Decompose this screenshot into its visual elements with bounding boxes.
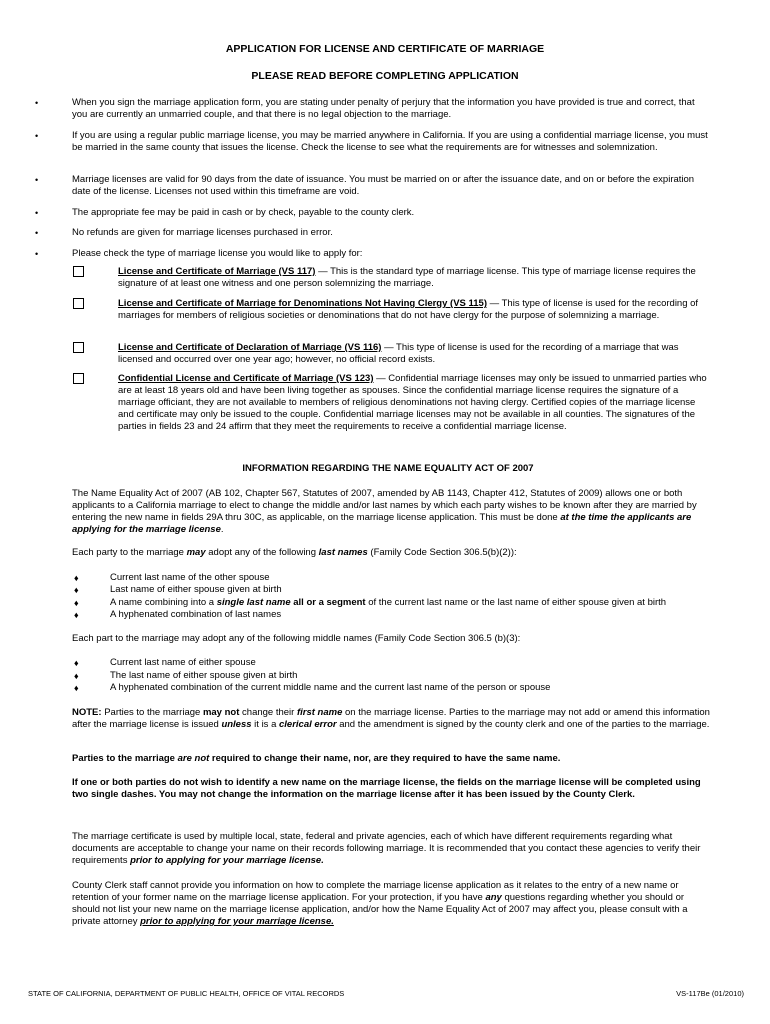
last-name-option: Current last name of the other spouse [110, 572, 270, 583]
diamond-icon: ♦ [74, 598, 79, 608]
intro-text: (Family Code Section 306.5(b)(2)): [367, 547, 517, 558]
intro-emphasis: last names [318, 547, 368, 558]
note-emphasis: clerical error [279, 719, 337, 730]
dashes-note: If one or both parties do not wish to identify a new name on the marriage license, the fields on the marriage license will be completed using two single dashes. You may not change the information on the marriage license after it has been issued by the County Clerk. [72, 777, 701, 800]
note-paragraph [72, 707, 712, 731]
footer-form-number: VS-117Be (01/2010) [676, 989, 744, 998]
paragraph-end: . [220, 524, 224, 535]
bullet-text: The appropriate fee may be paid in cash or by check, payable to the county clerk. [72, 207, 415, 218]
diamond-icon: ♦ [74, 671, 79, 681]
license-option [118, 342, 708, 366]
note-text: and the amendment is signed by the county clerk and one of the parties to the marriage. [336, 719, 710, 730]
page-subtitle: PLEASE READ BEFORE COMPLETING APPLICATION [251, 70, 519, 82]
diamond-icon: ♦ [74, 573, 79, 583]
paragraph-emphasis: at the time the applicants are applying for the marriage license [72, 512, 692, 535]
bullet-icon: • [35, 131, 39, 141]
license-vs117-checkbox[interactable] [73, 266, 84, 277]
license-name: Confidential License and Certificate of Marriage (VS 123) [118, 373, 374, 384]
certificate-paragraph [72, 831, 712, 867]
paragraph-text: The marriage certificate is used by multiple local, state, federal and private agencies, each of which have different requirements regarding what documents are acceptable to change your name on their records following marriage. It is recommended that you contact these agencies to verify their requirements [72, 831, 701, 866]
bullet-text: If you are using a regular public marriage license, you may be married anywhere in California. If you are using a confidential marriage license, you must be married in the same county that issues the license. Check the license to see what the requirements are for witnesses and solemnization. [72, 130, 708, 153]
last-names-intro [72, 547, 712, 559]
note-text: required to change their name, nor, are they required to have the same name. [209, 753, 561, 764]
license-desc: — Confidential marriage licenses may only be issued to unmarried parties who are at least 18 years old and have been living together as spouses. Since the confidential marriage license requires the signature of a marriage officiant, they are not available to members of religious denominations not having clergy. Certified copies of the marriage license and certificate may only be issued to the couple. Confidential marriage licenses may not be available in all counties. The signatures of the parties in fields 23 and 24 affirm that they meet the requirements to receive a confidential marriage license. [118, 373, 707, 432]
paragraph-emphasis: prior to applying for your marriage license. [130, 855, 324, 866]
middle-name-option: A hyphenated combination of the current middle name and the current last name of the person or spouse [110, 682, 551, 693]
diamond-icon: ♦ [74, 683, 79, 693]
paragraph-text: County Clerk staff cannot provide you information on how to complete the marriage license application as it relates to the entry of a new name or retention of your former name on the marriage license application. For your protection, if you have [72, 880, 679, 903]
diamond-icon: ♦ [74, 610, 79, 620]
middle-name-option: Current last name of either spouse [110, 657, 256, 668]
bullet-icon: • [35, 98, 39, 108]
note-emphasis: first name [296, 707, 343, 718]
last-name-option: A hyphenated combination of last names [110, 609, 282, 620]
clerk-paragraph [72, 880, 712, 928]
page-title: APPLICATION FOR LICENSE AND CERTIFICATE OF MARRIAGE [225, 43, 545, 55]
intro-text: Each party to the marriage [72, 547, 187, 558]
option-bold: all or a segment [290, 597, 366, 608]
bullet-icon: • [35, 249, 39, 259]
note-text: on the marriage license. Parties to the marriage may not add or amend this information after the marriage license is issued [72, 707, 710, 730]
bullet-icon: • [35, 228, 39, 238]
license-name: License and Certificate of Marriage (VS 117) [118, 266, 316, 277]
bullet-text: Marriage licenses are valid for 90 days from the date of issuance. You must be married on or after the issuance date, and on or before the expiration date of the license. Licenses not used within this timeframe are void. [72, 174, 695, 197]
paragraph-text: questions regarding whether you should or should not list your new name on the marriage license application, and/or how the Name Equality Act of 2007 may affect you, please consult with a private attorney [72, 892, 688, 927]
license-name: License and Certificate of Marriage for Denominations Not Having Clergy (VS 115) [118, 298, 488, 309]
bullet-text: No refunds are given for marriage licenses purchased in error. [72, 227, 333, 238]
section-heading: INFORMATION REGARDING THE NAME EQUALITY ACT OF 2007 [242, 463, 534, 474]
license-desc: — This type of license is used for the recording of marriages for members of religious societies or denominations that do not have clergy for the purpose of solemnizing a marriage. [118, 298, 699, 321]
license-option [118, 266, 708, 290]
license-name: License and Certificate of Declaration of Marriage (VS 116) [118, 342, 382, 353]
bullet-text: Please check the type of marriage license you would like to apply for: [72, 248, 363, 259]
note-text: Parties to the marriage [72, 753, 178, 764]
note-text: it is a [251, 719, 279, 730]
note-emphasis: unless [221, 719, 252, 730]
license-desc: — This is the standard type of marriage license. This type of marriage license requires the signature of at least one witness and one person solemnizing the marriage. [118, 266, 696, 289]
note-text: Parties to the marriage [101, 707, 203, 718]
license-option [118, 373, 708, 433]
license-vs116-checkbox[interactable] [73, 342, 84, 353]
last-name-option: Last name of either spouse given at birth [110, 584, 282, 595]
diamond-icon: ♦ [74, 658, 79, 668]
note-emphasis: are not [177, 753, 210, 764]
note-label: NOTE: [72, 707, 102, 718]
license-option [118, 298, 708, 322]
option-emphasis: single last name [216, 597, 291, 608]
bullet-icon: • [35, 208, 39, 218]
middle-names-intro: Each part to the marriage may adopt any of the following middle names (Family Code Section 306.5 (b)(3): [72, 633, 521, 644]
option-text: of the current last name or the last name of either spouse given at birth [365, 597, 667, 608]
note-text: change their [239, 707, 297, 718]
option-text: A name combining into a [110, 597, 217, 608]
bullet-text: When you sign the marriage application form, you are stating under penalty of perjury that the information you have provided is true and correct, that you are currently an unmarried couple, and that there is no legal objection to the marriage. [72, 97, 695, 120]
intro-text: adopt any of the following [205, 547, 319, 558]
middle-name-option: The last name of either spouse given at birth [110, 670, 298, 681]
paragraph-emphasis: any [485, 892, 502, 903]
paragraph-emphasis: prior to applying for your marriage license. [140, 916, 334, 927]
paragraph-text: The Name Equality Act of 2007 (AB 102, Chapter 567, Statutes of 2007, amended by AB 1143, Chapter 412, Statutes of 2009) allows one or both applicants to a California marriage to elect to change the middle and/or last names by which each party wishes to be known after they are married by entering the new name in fields 29A thru 30C, as applicable, on the marriage license application. This must be done [72, 488, 697, 523]
parties-note [72, 753, 712, 765]
footer-agency: STATE OF CALIFORNIA, DEPARTMENT OF PUBLIC HEALTH, OFFICE OF VITAL RECORDS [28, 989, 345, 998]
license-vs123-checkbox[interactable] [73, 373, 84, 384]
name-equality-paragraph [72, 488, 712, 536]
license-vs115-checkbox[interactable] [73, 298, 84, 309]
diamond-icon: ♦ [74, 585, 79, 595]
bullet-icon: • [35, 175, 39, 185]
last-name-option [110, 597, 710, 609]
intro-emphasis: may [186, 547, 206, 558]
license-desc: — This type of license is used for the recording of a marriage that was licensed and occurred over one year ago; however, no official record exists. [118, 342, 679, 365]
note-bold: may not [202, 707, 240, 718]
